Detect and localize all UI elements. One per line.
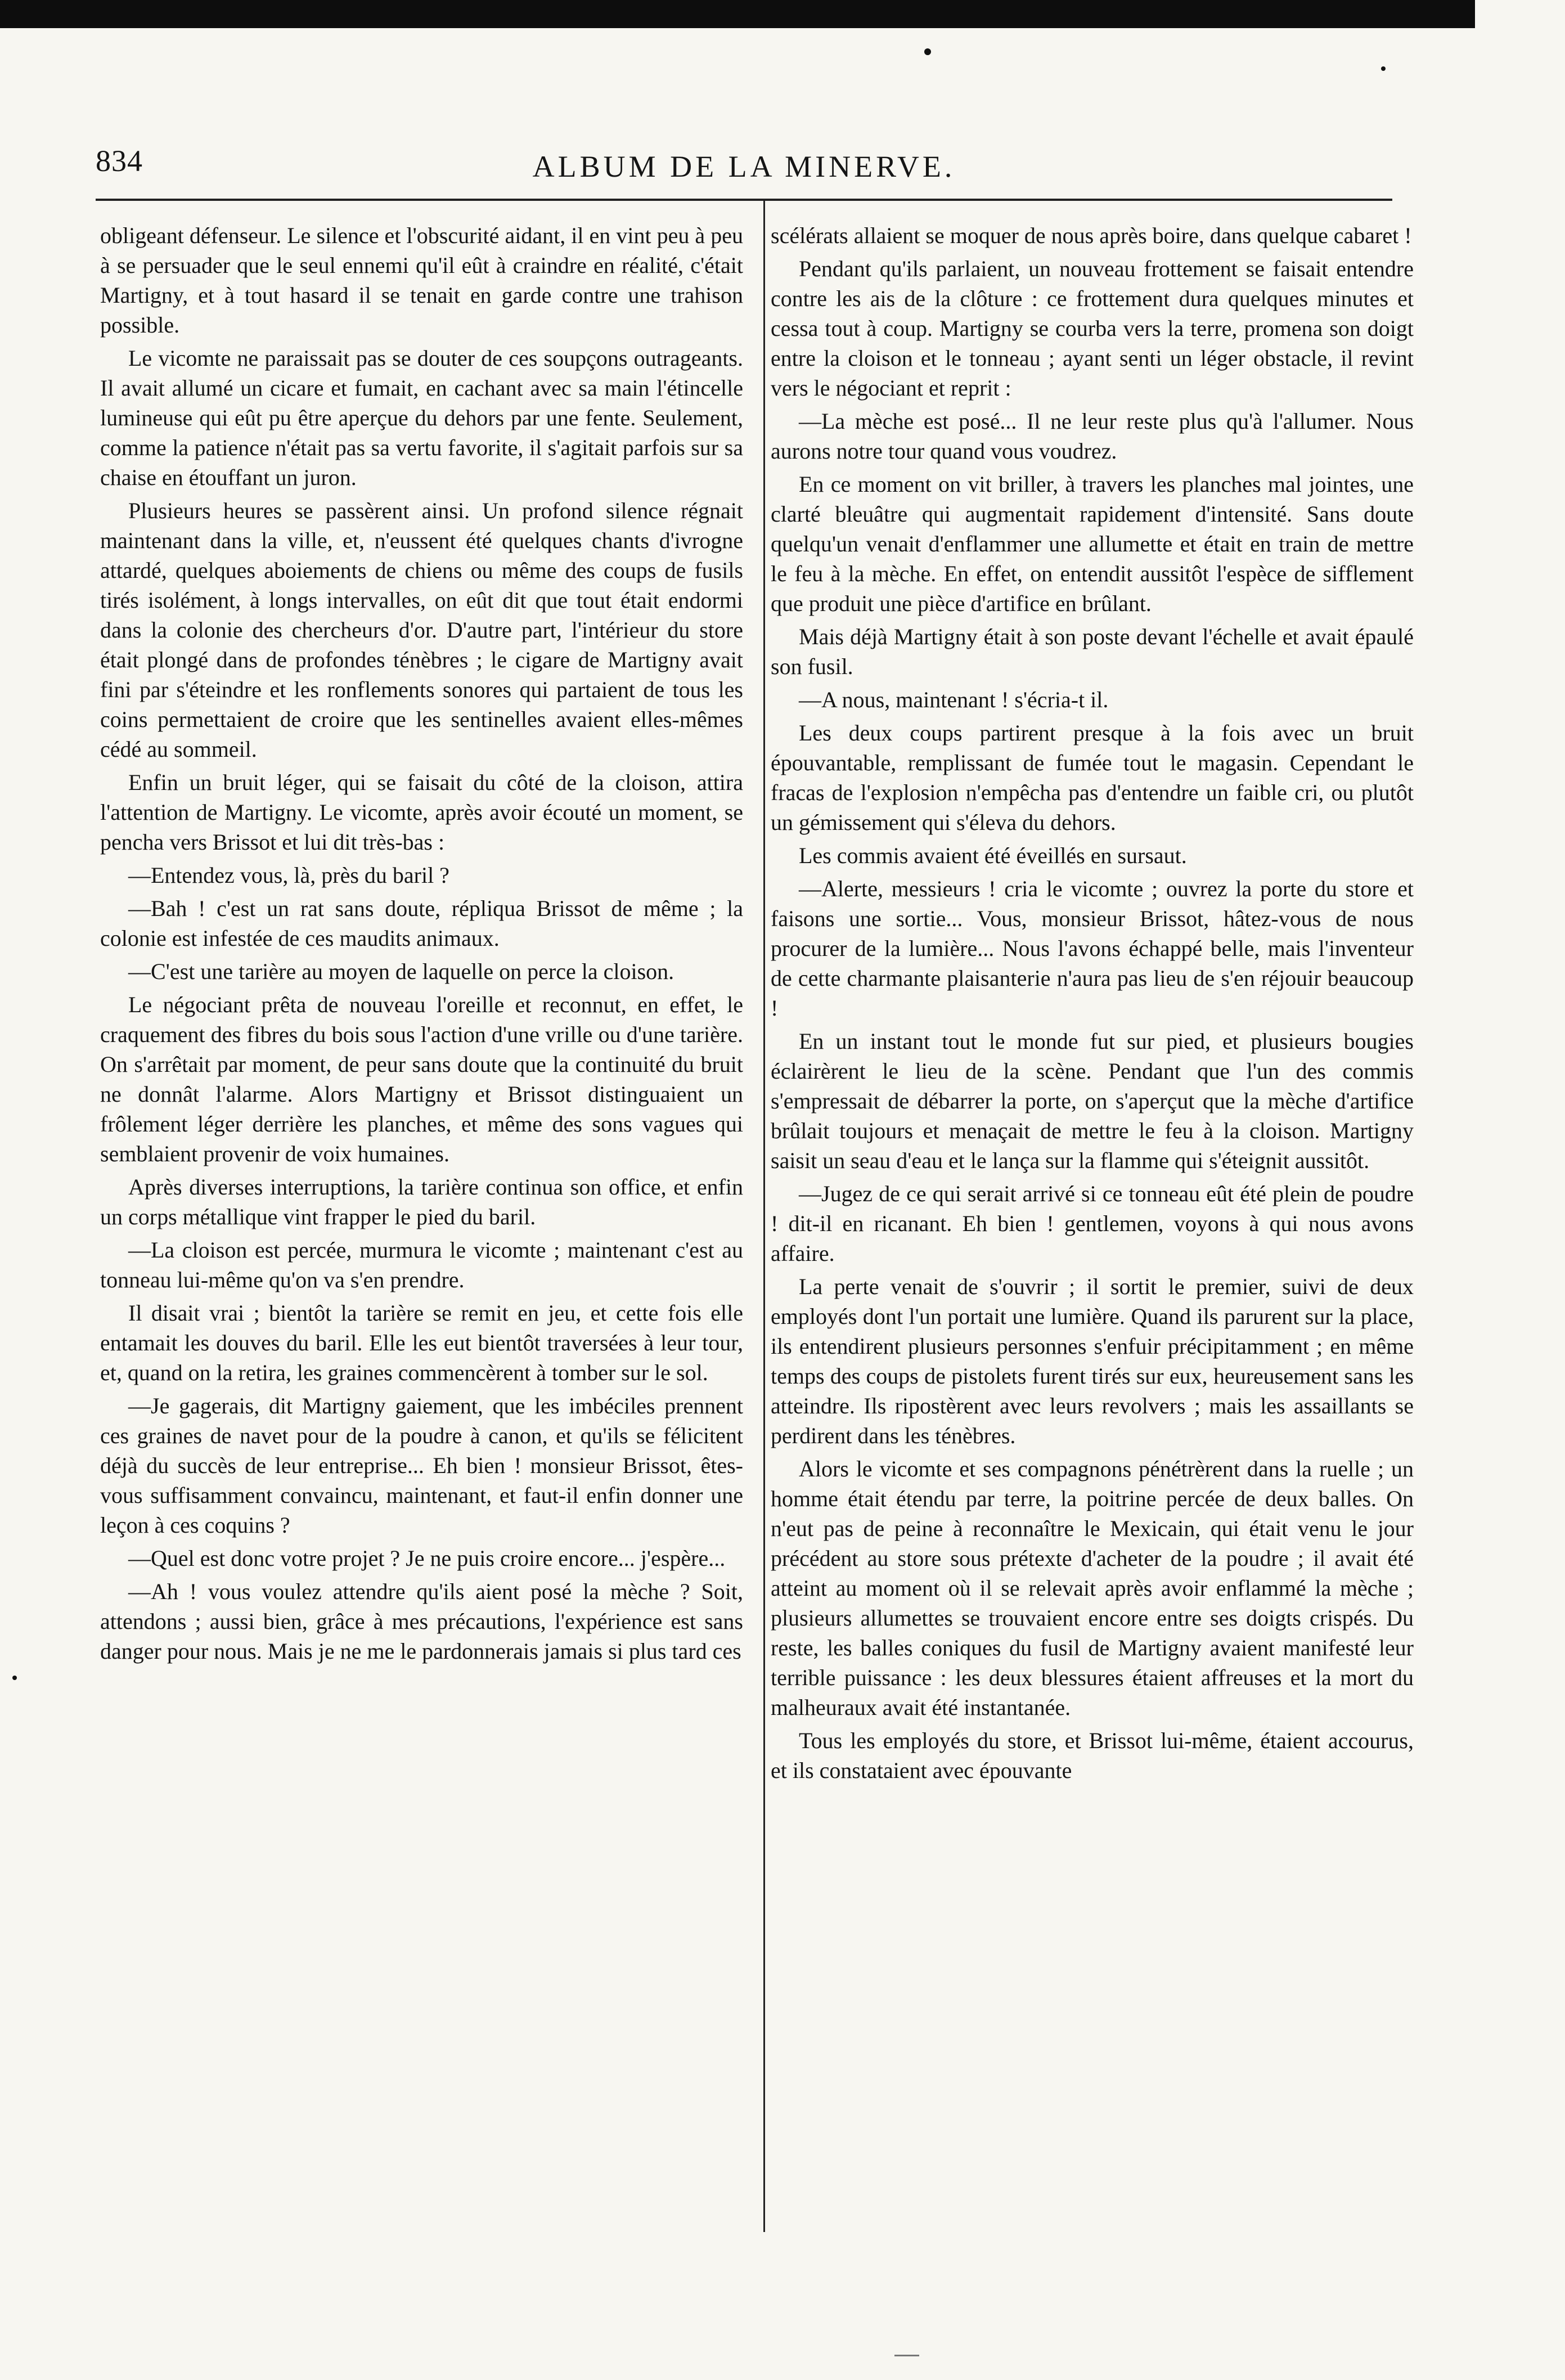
paragraph: —La mèche est posé... Il ne leur reste plus qu'à l'allumer. Nous aurons notre tour quand vous voudrez.	[771, 408, 1414, 464]
paragraph: Alors le vicomte et ses compagnons pénétrèrent dans la ruelle ; un homme était étendu par terre, la poitrine percée de deux balles. On n'eut pas de peine à reconnaître le Mexicain, qui était venu le jour précédent au store sous prétexte d'acheter de la poudre ; il avait été atteint au moment où il se relevait après avoir enflammé la mèche ; plusieurs allumettes se trouvaient encore entre ses doigts crispés. Du reste, les balles coniques du fusil de Martigny avaient manifesté leur terrible puissance : les deux blessures étaient affreuses et la mort du malheuraux avait été instantanée.	[771, 1456, 1414, 1720]
paragraph: —Alerte, messieurs ! cria le vicomte ; ouvrez la porte du store et faisons une sortie... Vous, monsieur Brissot, hâtez-vous de nous procurer de la lumière... Nous l'avons échappé belle, mais l'inventeur de cette charmante plaisanterie n'aura pas lieu de s'en réjouir beaucoup !	[771, 876, 1414, 1021]
paragraph: —Je gagerais, dit Martigny gaiement, que les imbéciles prennent ces graines de navet pour de la poudre à canon, et qu'ils se félicitent déjà du succès de leur entreprise... Eh bien ! monsieur Brissot, êtes-vous suffisamment convaincu, maintenant, et faut-il enfin donner une leçon à ces coquins ?	[100, 1393, 743, 1538]
paragraph: Le négociant prêta de nouveau l'oreille et reconnut, en effet, le craquement des fibres du bois sous l'action d'une vrille ou d'une tarière. On s'arrêtait par moment, de peur sans doute que la continuité du bruit ne donnât l'alarme. Alors Martigny et Brissot distinguaient un frôlement léger derrière les planches, et même des sons vagues qui semblaient provenir de voix humaines.	[100, 992, 743, 1166]
paragraph: —A nous, maintenant ! s'écria-t il.	[799, 687, 1109, 712]
paragraph: En un instant tout le monde fut sur pied, et plusieurs bougies éclairèrent le lieu de la scène. Pendant que l'un des commis s'empressait de débarrer la porte, on s'aperçut que la mèche d'artifice brûlait toujours et menaçait de mettre le feu à la cloison. Martigny saisit un seau d'eau et le lança sur la flamme qui s'éteignit aussitôt.	[771, 1029, 1414, 1173]
paragraph: —C'est une tarière au moyen de laquelle on perce la cloison.	[128, 959, 674, 984]
paragraph: —Bah ! c'est un rat sans doute, répliqua Brissot de même ; la colonie est infestée de ces maudits animaux.	[100, 896, 743, 951]
paragraph: —Jugez de ce qui serait arrivé si ce tonneau eût été plein de poudre ! dit-il en ricanant. Eh bien ! gentlemen, voyons à qui nous avons affaire.	[771, 1181, 1414, 1266]
paragraph: —La cloison est percée, murmura le vicomte ; maintenant c'est au tonneau lui-même qu'on va s'en prendre.	[100, 1237, 743, 1292]
paragraph: La perte venait de s'ouvrir ; il sortit le premier, suivi de deux employés dont l'un portait une lumière. Quand ils parurent sur la place, ils entendirent plusieurs personnes s'enfuir précipitamment ; en même temps des coups de pistolets furent tirés sur eux, heureusement sans les atteindre. Ils ripostèrent avec leurs revolvers ; mais les assaillants se perdirent dans les ténèbres.	[771, 1274, 1414, 1448]
running-title: ALBUM DE LA MINERVE.	[532, 150, 956, 183]
page-number: 834	[96, 144, 143, 178]
paragraph: En ce moment on vit briller, à travers les planches mal jointes, une clarté bleuâtre qui augmentait rapidement d'intensité. Sans doute quelqu'un venait d'enflammer une allumette et était en train de mettre le feu à la mèche. En effet, on entendit aussitôt l'espèce de sifflement que produit une pièce d'artifice en brûlant.	[771, 471, 1414, 616]
paragraph: Enfin un bruit léger, qui se faisait du côté de la cloison, attira l'attention de Martigny. Le vicomte, après avoir écouté un moment, se pencha vers Brissot et lui dit très-bas :	[100, 770, 743, 855]
paragraph: Tous les employés du store, et Brissot lui-même, étaient accourus, et ils constataient avec épouvante	[771, 1728, 1414, 1783]
paragraph: scélérats allaient se moquer de nous après boire, dans quelque cabaret !	[771, 223, 1412, 248]
paragraph: Les deux coups partirent presque à la fois avec un bruit épouvantable, remplissant de fumée tout le magasin. Cependant le fracas de l'explosion n'empêcha pas d'entendre un faible cri, ou plutôt un gémissement qui s'éleva du dehors.	[771, 720, 1414, 835]
left-column	[100, 221, 743, 1669]
paragraph: Pendant qu'ils parlaient, un nouveau frottement se faisait entendre contre les ais de la clôture : ce frottement dura quelques minutes et cessa tout à coup. Martigny se courba vers la terre, promena son doigt entre la cloison et le tonneau ; ayant senti un léger obstacle, il revint vers le négociant et reprit :	[771, 256, 1414, 401]
ink-mark	[894, 2355, 919, 2356]
paragraph: obligeant défenseur. Le silence et l'obscurité aidant, il en vint peu à peu à se persuader que le seul ennemi qu'il eût à craindre en réalité, c'était Martigny, et à tout hasard il se tenait en garde contre une trahison possible.	[100, 223, 743, 338]
paragraph: —Entendez vous, là, près du baril ?	[128, 863, 449, 888]
column-divider	[763, 201, 765, 2232]
ink-speck	[12, 1676, 17, 1680]
header-rule	[96, 199, 1392, 201]
right-column	[771, 221, 1414, 1789]
ink-speck	[924, 48, 931, 55]
paragraph: Les commis avaient été éveillés en sursaut.	[799, 843, 1187, 868]
paragraph: Après diverses interruptions, la tarière continua son office, et enfin un corps métallique vint frapper le pied du baril.	[100, 1174, 743, 1229]
paragraph: Mais déjà Martigny était à son poste devant l'échelle et avait épaulé son fusil.	[771, 624, 1414, 679]
paragraph: —Ah ! vous voulez attendre qu'ils aient posé la mèche ? Soit, attendons ; aussi bien, grâce à mes précautions, l'expérience est sans danger pour nous. Mais je ne me le pardonnerais jamais si plus tard ces	[100, 1579, 743, 1664]
scan-top-border	[0, 0, 1565, 28]
paragraph: Le vicomte ne paraissait pas se douter de ces soupçons outrageants. Il avait allumé un cicare et fumait, en cachant avec sa main l'étincelle lumineuse qui eût pu être aperçue du dehors par une fente. Seulement, comme la patience n'était pas sa vertu favorite, il s'agitait parfois sur sa chaise en étouffant un juron.	[100, 345, 743, 490]
page-header	[96, 143, 1392, 194]
paragraph: Il disait vrai ; bientôt la tarière se remit en jeu, et cette fois elle entamait les douves du baril. Elle les eut bientôt traversées à leur tour, et, quand on la retira, les graines commencèrent à tomber sur le sol.	[100, 1300, 743, 1385]
ink-speck	[1381, 66, 1386, 71]
paragraph: —Quel est donc votre projet ? Je ne puis croire encore... j'espère...	[128, 1546, 726, 1571]
paragraph: Plusieurs heures se passèrent ainsi. Un profond silence régnait maintenant dans la ville, et, n'eussent été quelques chants d'ivrogne attardé, quelques aboiements de chiens ou même des coups de fusils tirés isolément, à longs intervalles, on eût dit que tout était endormi dans la colonie des chercheurs d'or. D'autre part, l'intérieur du store était plongé dans de profondes ténèbres ; le cigare de Martigny avait fini par s'éteindre et les ronflements sonores qui partaient de tous les coins permettaient de croire que les sentinelles avaient elles-mêmes cédé au sommeil.	[100, 498, 743, 762]
